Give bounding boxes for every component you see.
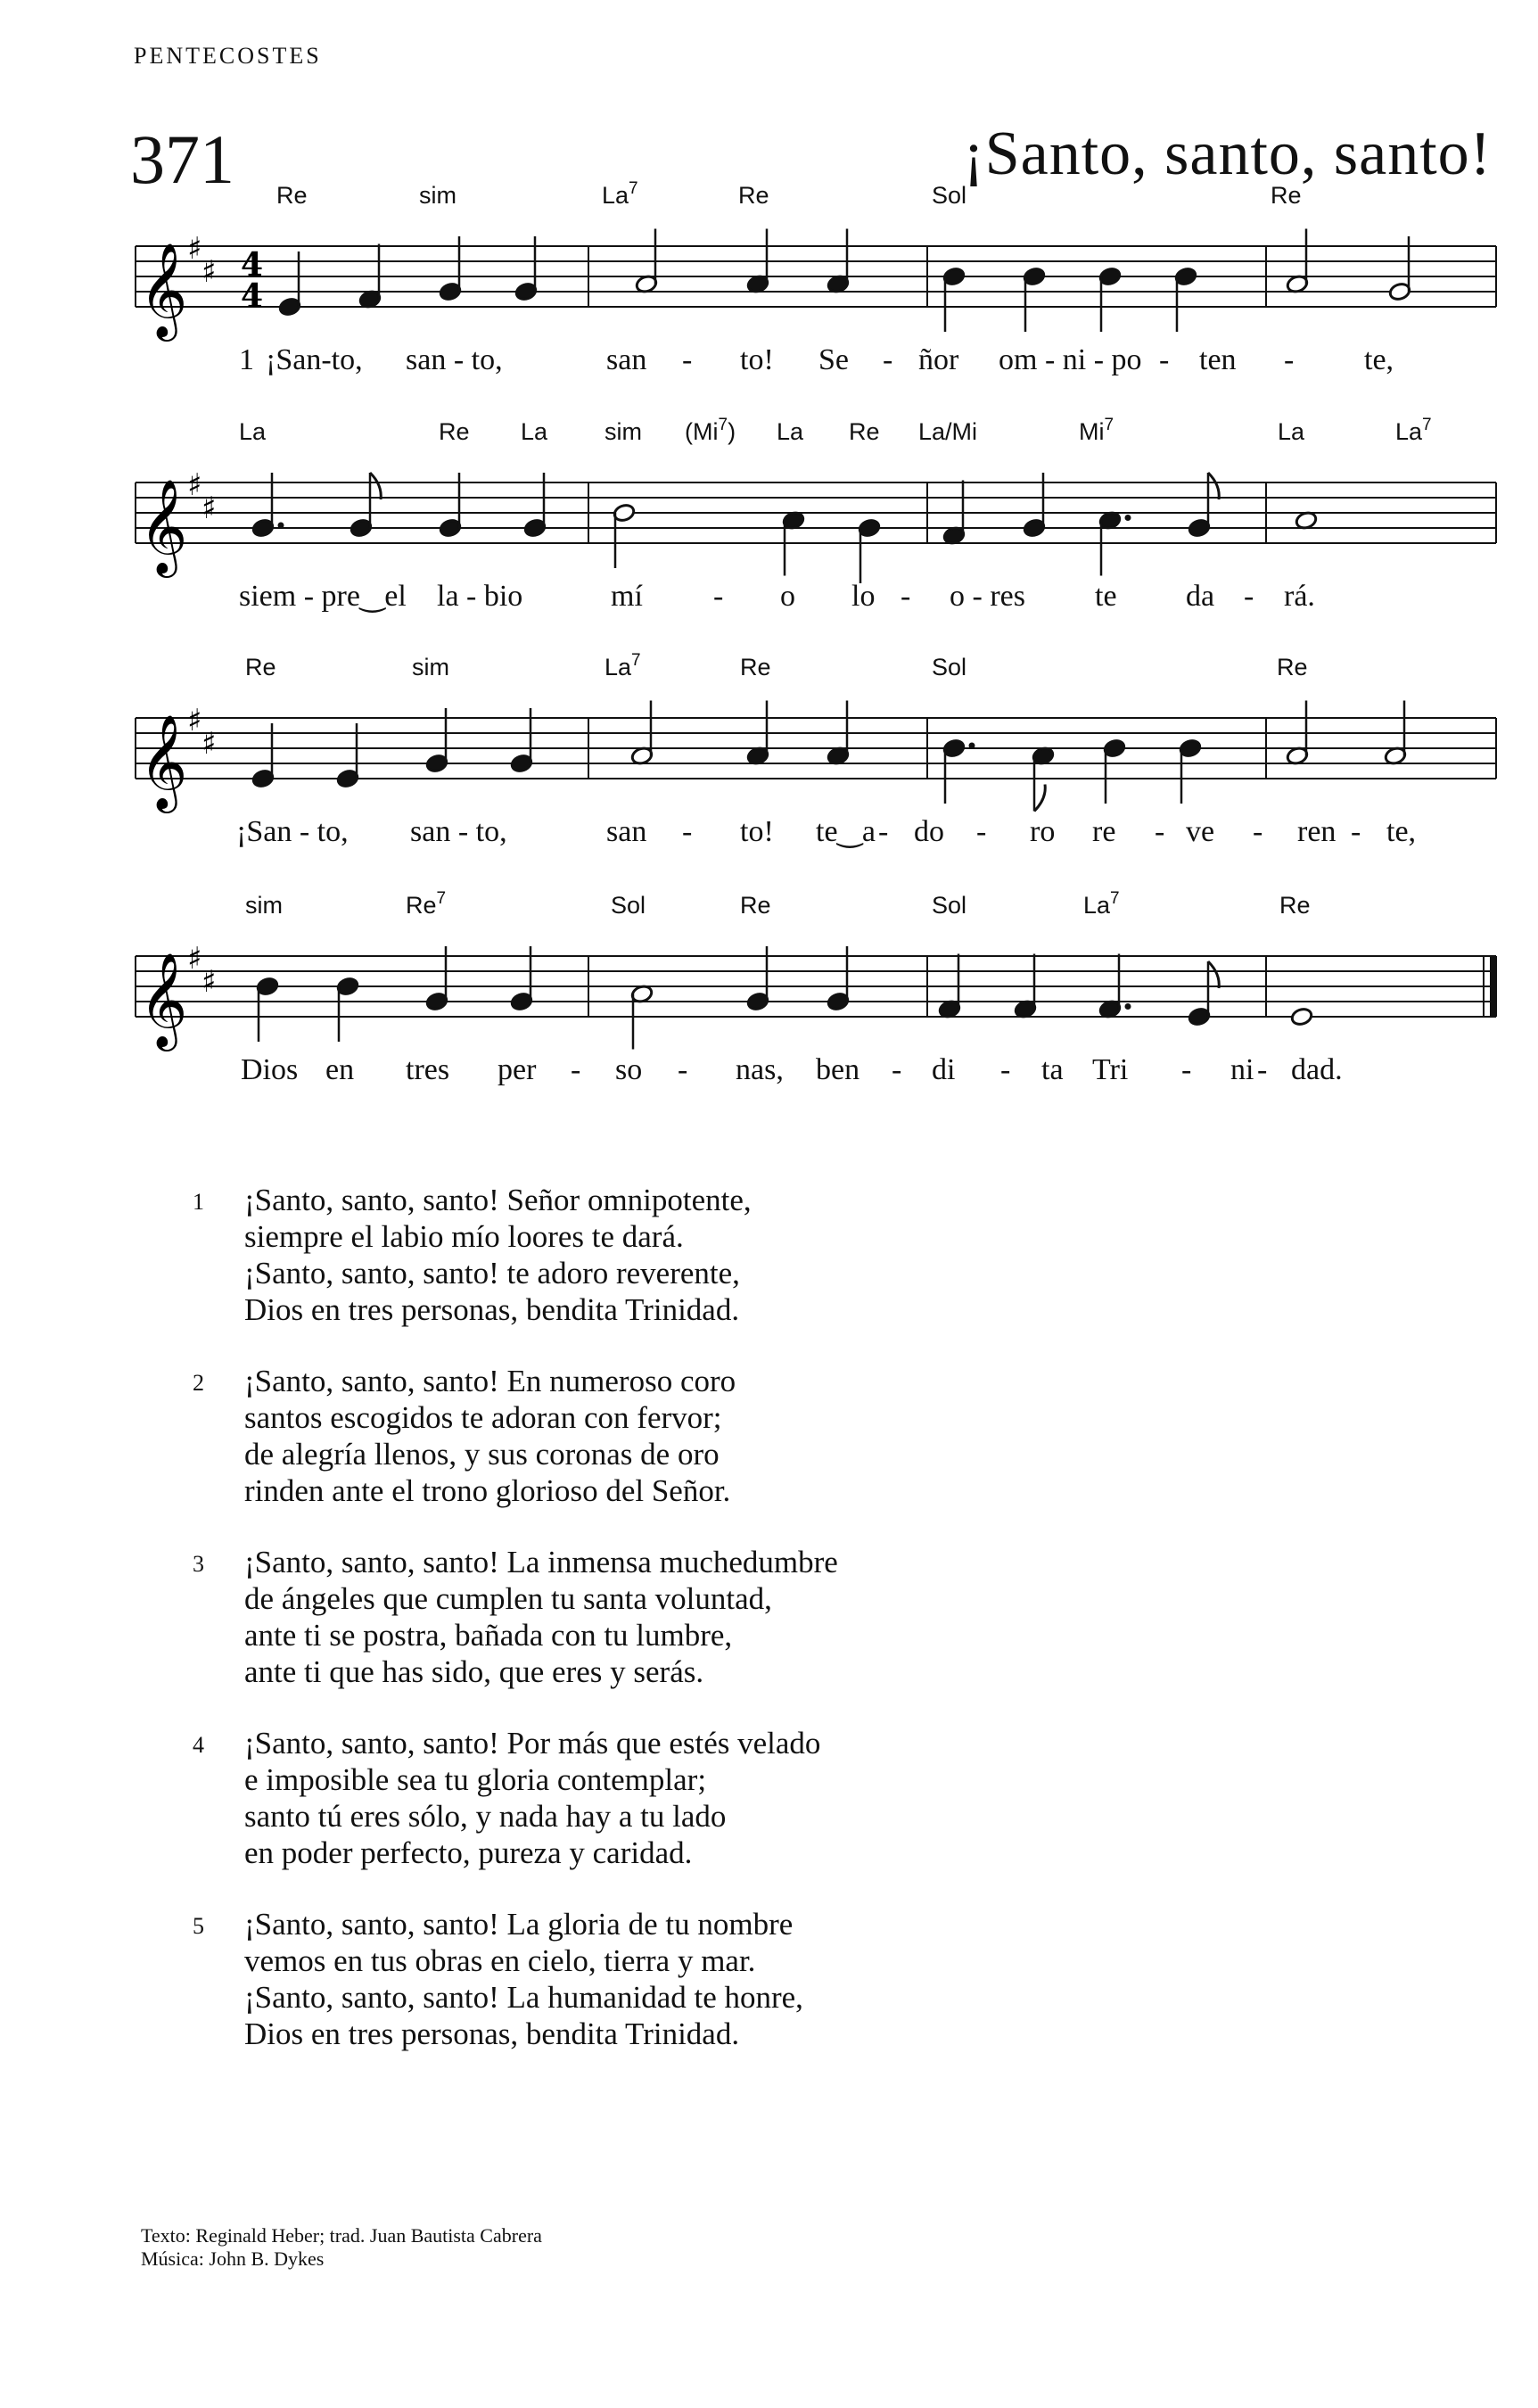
- music-system-2: [136, 416, 1496, 614]
- note: [858, 518, 881, 583]
- verse-1: [193, 1182, 838, 1328]
- chord-symbol: La$^7$: [605, 651, 641, 680]
- lyric-syllable: ren: [1297, 815, 1336, 848]
- verse-number: 3: [193, 1551, 204, 1577]
- note: [1179, 738, 1202, 804]
- verse-line: e imposible sea tu gloria contemplar;: [244, 1762, 707, 1797]
- chord-symbol: La: [1278, 418, 1305, 445]
- verse-line: ¡Santo, santo, santo! La gloria de tu nombre: [244, 1907, 794, 1942]
- lyric-syllable: Se: [818, 343, 849, 376]
- lyric-syllable: -: [892, 1053, 902, 1086]
- note: [942, 267, 966, 332]
- lyric-syllable: nas,: [736, 1053, 784, 1086]
- treble-clef-icon: 𝄞: [139, 713, 188, 809]
- verses: [193, 1182, 838, 2087]
- lyric-syllable: do: [914, 815, 944, 848]
- verse-number: 4: [193, 1732, 204, 1758]
- chord-symbol: Re: [439, 418, 470, 445]
- lyric-syllable: Tri: [1092, 1053, 1129, 1086]
- hymn-number: 371: [130, 120, 234, 198]
- chord-symbol: La$^7$: [602, 179, 638, 209]
- chord-symbol: Re: [276, 182, 308, 209]
- verse-line: rinden ante el trono glorioso del Señor.: [244, 1473, 731, 1508]
- lyric-syllable: Dios: [241, 1053, 299, 1086]
- lyric-syllable: -: [713, 580, 724, 613]
- lyric-syllable: te,: [1386, 815, 1417, 848]
- verse-text: [244, 1363, 838, 1509]
- lyric-syllable: te‿a: [816, 815, 876, 848]
- lyric-syllable: o - res: [950, 580, 1025, 613]
- verse-line: ¡Santo, santo, santo! La inmensa muchedumbre: [244, 1545, 838, 1579]
- sharp-icon: ♯: [187, 941, 202, 977]
- lyric-syllable: rá.: [1284, 580, 1315, 613]
- lyric-syllable: -: [1155, 815, 1165, 848]
- lyric-syllable: o: [780, 580, 795, 613]
- lyric-syllable: -: [976, 815, 987, 848]
- lyric-syllable: ni: [1230, 1053, 1254, 1086]
- lyric-syllable: -: [682, 343, 693, 376]
- note: [1103, 738, 1126, 804]
- lyric-syllable: san: [606, 815, 647, 848]
- chord-symbol: La: [521, 418, 548, 445]
- verse-line: santos escogidos te adoran con fervor;: [244, 1400, 722, 1435]
- lyric-syllable: -: [1244, 580, 1254, 613]
- text-credit: Texto: Reginald Heber; trad. Juan Bautista Cabrera: [141, 2224, 542, 2247]
- lyric-syllable: te,: [1364, 343, 1394, 376]
- lyric-syllable: mí: [611, 580, 643, 613]
- note: [1098, 267, 1122, 332]
- verse-line: ¡Santo, santo, santo! La humanidad te honre,: [244, 1980, 803, 2015]
- note: [256, 977, 279, 1042]
- chord-symbol: Sol: [932, 892, 967, 919]
- verse-line: Dios en tres personas, bendita Trinidad.: [244, 2016, 740, 2051]
- chord-symbol: Sol: [932, 654, 967, 680]
- chord-symbol: Re: [245, 654, 276, 680]
- lyric-syllable: -: [1253, 815, 1263, 848]
- music-system-4: [136, 889, 1497, 1086]
- lyric-syllable: lo: [851, 580, 876, 613]
- lyric-syllable: -: [901, 580, 911, 613]
- verse-line: ¡Santo, santo, santo! Señor omnipotente,: [244, 1183, 752, 1217]
- credits: [141, 2224, 542, 2271]
- lyric-syllable: -: [1181, 1053, 1192, 1086]
- sharp-icon: ♯: [187, 703, 202, 738]
- music-credit: Música: John B. Dykes: [141, 2247, 325, 2270]
- lyric-syllable: ten: [1199, 343, 1237, 376]
- lyric-syllable: ¡San-to,: [266, 343, 363, 376]
- verse-line: en poder perfecto, pureza y caridad.: [244, 1835, 693, 1870]
- lyric-syllable: -: [682, 815, 693, 848]
- lyric-syllable: -: [1284, 343, 1295, 376]
- final-barline: [1490, 956, 1497, 1017]
- lyric-syllable: tres: [406, 1053, 450, 1086]
- sharp-icon: ♯: [202, 726, 217, 762]
- chord-symbol: Re: [740, 892, 771, 919]
- lyric-syllable: -: [878, 815, 889, 848]
- lyric-syllable: ñor: [918, 343, 959, 376]
- note: [942, 738, 975, 804]
- verse-number: 2: [193, 1370, 204, 1396]
- note: [336, 977, 359, 1042]
- lyric-syllable: da: [1186, 580, 1215, 613]
- lyric-syllable: -: [1257, 1053, 1268, 1086]
- sharp-icon: ♯: [202, 964, 217, 1000]
- chord-symbol: La: [777, 418, 804, 445]
- verse-line: ante ti que has sido, que eres y serás.: [244, 1654, 704, 1689]
- sheet-music: [0, 0, 1538, 1115]
- lyric-syllable: di: [932, 1053, 956, 1086]
- chord-symbol: Mi$^7$: [1079, 416, 1114, 445]
- note: [613, 503, 636, 568]
- verse-text: [244, 1182, 838, 1328]
- chord-symbol: Sol: [611, 892, 646, 919]
- sharp-icon: ♯: [187, 231, 202, 267]
- lyric-syllable: en: [325, 1053, 355, 1086]
- lyric-syllable: -: [883, 343, 893, 376]
- chord-symbol: La$^7$: [1083, 889, 1120, 919]
- lyric-syllable: san: [606, 343, 647, 376]
- note: [1023, 267, 1046, 332]
- lyric-syllable: -: [1351, 815, 1361, 848]
- treble-clef-icon: 𝄞: [139, 952, 188, 1047]
- verse-line: ante ti se postra, bañada con tu lumbre,: [244, 1618, 733, 1653]
- verse-number: 1: [193, 1189, 204, 1215]
- chord-symbol: sim: [412, 654, 449, 680]
- verse-line: Dios en tres personas, bendita Trinidad.: [244, 1292, 740, 1327]
- note: [1290, 1007, 1313, 1027]
- sharp-icon: ♯: [202, 491, 217, 526]
- verse-4: [193, 1725, 838, 1871]
- music-system-3: [136, 651, 1496, 849]
- time-signature-top: 4: [241, 246, 264, 284]
- time-signature-bottom: 4: [241, 277, 264, 315]
- verse-line: siempre el labio mío loores te dará.: [244, 1219, 684, 1254]
- hymn-title: ¡Santo, santo, santo!: [963, 120, 1492, 188]
- lyric-syllable: to!: [740, 815, 774, 848]
- chord-symbol: Re: [1279, 892, 1311, 919]
- section-label: PENTECOSTES: [134, 43, 322, 69]
- lyric-syllable: -: [678, 1053, 688, 1086]
- chord-symbol: Re: [1277, 654, 1308, 680]
- chord-symbol: (Mi$^7$): [685, 416, 736, 445]
- lyric-syllable: ben: [816, 1053, 860, 1086]
- verse-line: vemos en tus obras en cielo, tierra y mar.: [244, 1943, 756, 1978]
- lyric-syllable: so: [615, 1053, 643, 1086]
- treble-clef-icon: 𝄞: [139, 478, 188, 573]
- treble-clef-icon: 𝄞: [139, 242, 188, 337]
- verse-3: [193, 1544, 838, 1690]
- verse-line: ¡Santo, santo, santo! te adoro reverente,: [244, 1256, 740, 1291]
- lyric-syllable: te: [1095, 580, 1117, 613]
- verse-text: [244, 1725, 838, 1871]
- lyric-syllable: san - to,: [410, 815, 507, 848]
- verse-line: de alegría llenos, y sus coronas de oro: [244, 1437, 720, 1472]
- lyric-syllable: -: [1000, 1053, 1011, 1086]
- lyric-syllable: per: [498, 1053, 537, 1086]
- verse-number: 5: [193, 1913, 204, 1939]
- verse-line: santo tú eres sólo, y nada hay a tu lado: [244, 1799, 727, 1834]
- lyric-syllable: om - ni - po: [999, 343, 1142, 376]
- lyric-syllable: la - bio: [437, 580, 523, 613]
- lyric-syllable: -: [571, 1053, 581, 1086]
- verse-line: ¡Santo, santo, santo! Por más que estés velado: [244, 1726, 821, 1761]
- chord-symbol: sim: [245, 892, 283, 919]
- lyric-syllable: san - to,: [406, 343, 503, 376]
- verse-5: [193, 1906, 838, 2052]
- sharp-icon: ♯: [187, 467, 202, 503]
- lyric-syllable: to!: [740, 343, 774, 376]
- chord-symbol: Sol: [932, 182, 967, 209]
- chord-symbol: Re: [1271, 182, 1302, 209]
- verse-line: ¡Santo, santo, santo! En numeroso coro: [244, 1364, 736, 1398]
- chord-symbol: Re: [738, 182, 769, 209]
- lyric-syllable: ve: [1186, 815, 1215, 848]
- lyric-syllable: dad.: [1291, 1053, 1343, 1086]
- chord-symbol: La/Mi: [918, 418, 978, 445]
- chord-symbol: Re: [849, 418, 880, 445]
- sharp-icon: ♯: [202, 254, 217, 290]
- verse-2: [193, 1363, 838, 1509]
- chord-symbol: sim: [419, 182, 456, 209]
- verse-text: [244, 1544, 838, 1690]
- chord-symbol: Re: [740, 654, 771, 680]
- lyric-syllable: -: [1159, 343, 1170, 376]
- chord-symbol: La$^7$: [1395, 416, 1432, 445]
- chord-symbol: Re$^7$: [406, 889, 447, 919]
- verse-line: de ángeles que cumplen tu santa voluntad,: [244, 1581, 772, 1616]
- lyric-syllable: re: [1092, 815, 1116, 848]
- verse-text: [244, 1906, 838, 2052]
- lyric-syllable: siem - pre‿el: [239, 580, 407, 613]
- lyric-syllable: ta: [1041, 1053, 1064, 1086]
- lyric-syllable: ro: [1030, 815, 1056, 848]
- chord-symbol: La: [239, 418, 267, 445]
- lyric-syllable: 1: [239, 343, 254, 376]
- note: [1174, 267, 1197, 332]
- lyric-syllable: ¡San - to,: [236, 815, 349, 848]
- chord-symbol: sim: [605, 418, 642, 445]
- music-system-1: [136, 179, 1496, 376]
